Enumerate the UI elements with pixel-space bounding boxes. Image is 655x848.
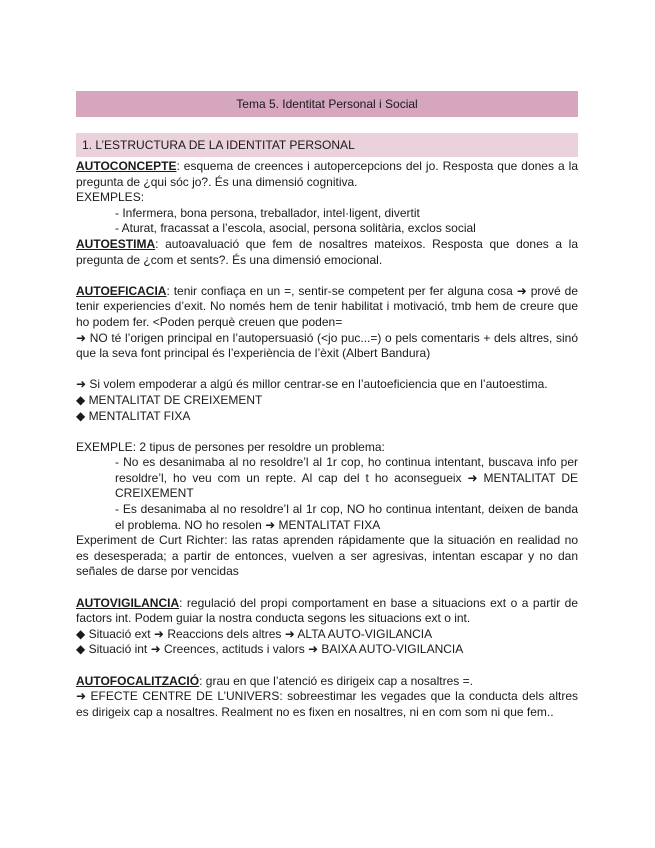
exemple-intro: EXEMPLE: 2 tipus de persones per resoldre un problema: — [76, 439, 385, 454]
autovigilancia-term: AUTOVIGILANCIA — [76, 595, 180, 610]
example-item: - Aturat, fracassat a l’escola, asocial, persona solitària, exclos social — [115, 221, 476, 236]
autoestima-text: : autoavaluació que fem de nosaltres mateixos. Resposta que dones a la pregunta de ¿com et sents?. És una dimensió emocional. — [76, 236, 578, 267]
autoconcepte-paragraph — [76, 159, 578, 190]
empoderar-line: ➜ Si volem empoderar a algú és millor centrar-se en l’autoeficiencia que en l’autoestima. — [76, 377, 548, 392]
document-page — [76, 91, 578, 720]
autovigilancia-paragraph — [76, 596, 578, 627]
section-heading: 1. L’ESTRUCTURA DE LA IDENTITAT PERSONAL — [76, 133, 578, 157]
autofocalitzacio-term: AUTOFOCALITZACIÓ — [76, 673, 200, 688]
autofocalitzacio-text: : grau en que l’atenció es dirigeix cap a nosaltres =. — [199, 673, 473, 688]
autovigilancia-item: ◆ Situació ext ➜ Reaccions dels altres ➜ ALTA AUTO-VIGILANCIA — [76, 626, 433, 641]
autoeficacia-term: AUTOEFICACIA — [76, 283, 167, 298]
autovigilancia-item: ◆ Situació int ➜ Creences, actituds i valors ➜ BAIXA AUTO-VIGILANCIA — [76, 642, 464, 657]
autoeficacia-note: ➜ NO té l’origen principal en l’autopersuasió (<jo puc...=) o pels comentaris + dels altres, sinó que la seva font principal és l’experiència de l’èxit (Albert Bandura) — [76, 330, 578, 361]
autoestima-term: AUTOESTIMA — [76, 236, 156, 251]
efecte-centre-univers: ➜ EFECTE CENTRE DE L’UNIVERS: sobreestimar les vegades que la conducta dels altres es dirigeix cap a nosaltres. Realment no es fixen en nosaltres, ni en com som ni que fem.. — [76, 689, 578, 719]
example-item: - Infermera, bona persona, treballador, intel·ligent, divertit — [115, 205, 420, 220]
autoeficacia-paragraph — [76, 284, 578, 331]
exemple-item: - No es desanimaba al no resoldre’l al 1r cop, ho continua intentant, buscava info per resoldre’l, ho veu com un repte. Al cap del t ho aconsegueix ➜ MENTALITAT DE CREIXEMENT — [115, 455, 578, 501]
autofocalitzacio-paragraph — [76, 674, 578, 690]
page-title: Tema 5. Identitat Personal i Social — [76, 91, 578, 117]
exemple-item: - Es desanimaba al no resoldre’l al 1r cop, NO ho continua intentant, deixen de banda el problema. NO ho resolen ➜ MENTALITAT FIXA — [115, 502, 578, 532]
autoconcepte-text: : esquema de creences i autopercepcions del jo. Resposta que dones a la pregunta de ¿qui sóc jo?. És una dimensió cognitiva. — [76, 159, 578, 189]
autoconcepte-term: AUTOCONCEPTE — [76, 159, 177, 173]
autoeficacia-text: : tenir confiaça en un =, sentir-se competent per fer alguna cosa ➜ prové de tenir experiencies d’exit. No només hem de tenir habilitat i motivació, tmb hem de creure que ho podem fer. <Poden perquè creuen que poden= — [76, 283, 578, 329]
autoestima-paragraph — [76, 237, 578, 268]
examples-label: EXEMPLES: — [76, 190, 145, 205]
mentalitat-creixement: ◆ MENTALITAT DE CREIXEMENT — [76, 392, 263, 407]
richter-paragraph: Experiment de Curt Richter: las ratas aprenden rápidamente que la situación en realidad no es desesperada; a partir de entonces, vuelven a ser agresivas, intentan escapar y no dan señales de darse por vencidas — [76, 533, 578, 579]
autovigilancia-text: : regulació del propi comportament en base a situacions ext o a partir de factors int. Podem guiar la nostra conducta segons les situacions ext o int. — [76, 595, 578, 626]
mentalitat-fixa: ◆ MENTALITAT FIXA — [76, 408, 191, 423]
